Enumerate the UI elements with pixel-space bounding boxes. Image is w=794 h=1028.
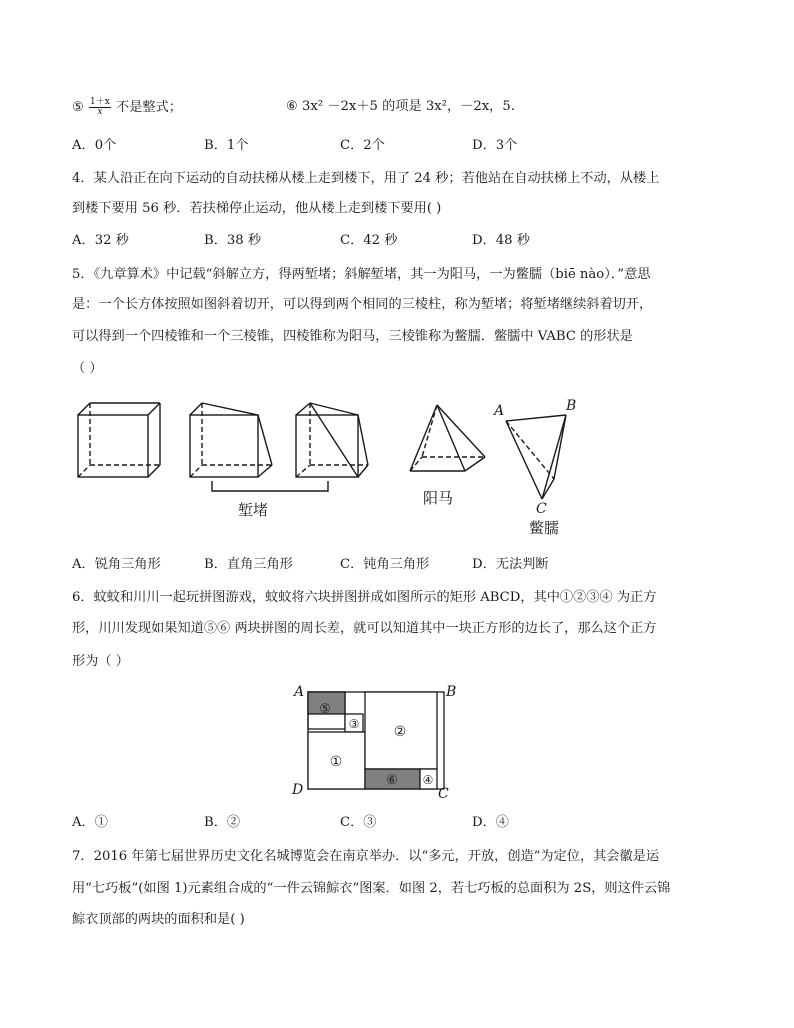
q6-figure: [288, 680, 468, 804]
qiandu-label: 堑堵: [237, 501, 269, 519]
bienao-label: 鳖臑: [528, 519, 560, 537]
q4-option-c: C．42 秒: [340, 233, 398, 248]
item5: [72, 98, 182, 117]
q6-line-1: 6．蚊蚊和川川一起玩拼图游戏，蚊蚊将六块拼图拼成如图所示的矩形 ABCD，其中①②③④ 为正方: [72, 590, 657, 605]
bienao-point-b: B: [566, 398, 577, 414]
item5-text: 不是整式；: [116, 100, 182, 115]
q7-line-1: 7．2016 年第七届世界历史文化名城博览会在南京举办．以“多元，开放，创造”为定位，其会徽是运: [72, 849, 660, 864]
q6-option-a: A．①: [72, 815, 108, 830]
q5-option-a: A．锐角三角形: [72, 557, 161, 572]
q4-option-a: A．32 秒: [72, 233, 129, 248]
piece-6-label: ⑥: [386, 773, 398, 788]
q3-option-b: B．1个: [204, 138, 249, 153]
q7-line-2: 用“七巧板”(如图 1)元素组合成的“一件云锦鯮衣”图案．如图 2，若七巧板的总面积为 2S，则这件云锦: [72, 881, 671, 896]
qiandu-figure-1: [190, 403, 272, 477]
q6-option-d: D．④: [472, 815, 509, 830]
q4-option-d: D．48 秒: [472, 233, 530, 248]
q5-option-b: B．直角三角形: [204, 557, 293, 572]
piece-5-label: ⑤: [319, 702, 331, 717]
q4-option-b: B．38 秒: [204, 233, 262, 248]
bienao-figure: [506, 415, 566, 499]
item6: ⑥ 3x² －2x＋5 的项是 3x²，－2x，5.: [286, 99, 515, 114]
item5-fraction: [89, 98, 111, 117]
q5-line-2: 是：一个长方体按照如图斜着切开，可以得到两个相同的三棱柱，称为堑堵；将堑堵继续斜着切开，: [72, 297, 653, 312]
q6-option-c: C．③: [340, 815, 377, 830]
q5-figure: [60, 395, 600, 545]
qiandu-bracket: [212, 481, 328, 491]
q5-option-d: D．无法判断: [472, 557, 549, 572]
yangma-label: 阳马: [422, 489, 454, 507]
fraction-denominator: x: [97, 107, 103, 117]
q6-line-2: 形，川川发现如果知道⑤⑥ 两块拼图的周长差，就可以知道其中一块正方形的边长了，那么这个正方: [72, 621, 657, 636]
cuboid-figure: [78, 403, 160, 477]
q5-line-4: （ ）: [72, 361, 103, 376]
point-d: D: [292, 782, 304, 798]
q3-option-c: C．2个: [340, 138, 385, 153]
q6-line-3: 形为（ ）: [72, 654, 129, 669]
q4-line-1: 4．某人沿正在向下运动的自动扶梯从楼上走到楼下，用了 24 秒；若他站在自动扶梯上不动，从楼上: [72, 171, 660, 186]
q5-option-c: C．钝角三角形: [340, 557, 430, 572]
q6-option-b: B．②: [204, 815, 241, 830]
piece-2-label: ②: [393, 724, 407, 740]
bienao-point-c: C: [536, 501, 547, 517]
q7-line-3: 鯮衣顶部的两块的面积和是( ): [72, 912, 245, 927]
q5-line-3: 可以得到一个四棱锥和一个三棱锥，四棱锥称为阳马，三棱锥称为鳖臑．鳖臑中 VABC 的形状是: [72, 329, 633, 344]
piece-4-label: ④: [422, 773, 434, 787]
q4-line-2: 到楼下要用 56 秒．若扶梯停止运动，他从楼上走到楼下要用( ): [72, 201, 442, 216]
q5-line-1: 5．《九章算术》中记载“斜解立方，得两堑堵；斜解堑堵，其一为阳马，一为鳖臑（biē nào）．”意思: [72, 267, 651, 282]
bienao-point-a: A: [494, 403, 505, 419]
yangma-figure: [410, 405, 485, 471]
q3-option-a: A．0个: [72, 138, 117, 153]
point-c: C: [438, 786, 449, 802]
piece-3-label: ③: [348, 717, 360, 731]
fraction-numerator: 1＋x: [90, 97, 110, 107]
point-b: B: [446, 684, 457, 700]
piece-1-label: ①: [329, 754, 343, 770]
item5-circle: ⑤: [72, 100, 84, 115]
qiandu-figure-2: [296, 403, 368, 477]
point-a: A: [294, 684, 305, 700]
q3-option-d: D．3个: [472, 138, 518, 153]
